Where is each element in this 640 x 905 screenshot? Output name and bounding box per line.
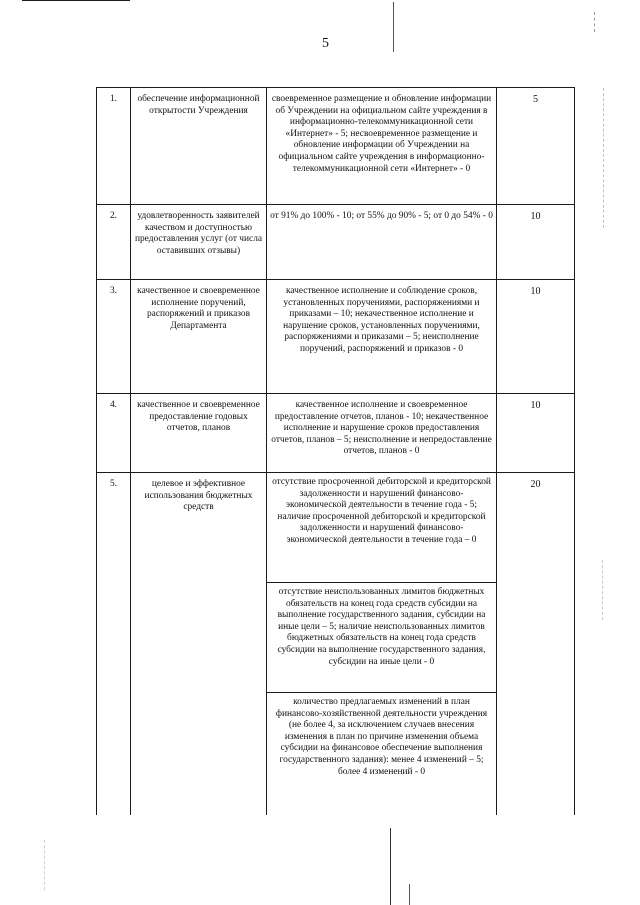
- page-number: 5: [322, 36, 329, 51]
- criterion-cell: качественное и своевременное предоставление годовых отчетов, планов: [131, 394, 267, 473]
- condition-cell: отсутствие неиспользованных лимитов бюджетных обязательств на конец года средств субсидии на выполнение государственного задания, субсидии на иные цели – 5; наличие неиспользованных лимитов бюджетных обязательств на конец года средств субсидии на выполнение государственного задания, субсидии на иные цели - 0: [267, 583, 497, 693]
- scan-fold-line: [409, 884, 410, 905]
- condition-cell: от 91% до 100% - 10; от 55% до 90% - 5; от 0 до 54% - 0: [267, 205, 497, 280]
- row-number: 4.: [97, 394, 131, 473]
- scan-edge-mark: [603, 88, 604, 228]
- table-row: [97, 394, 575, 473]
- condition-cell: качественное исполнение и своевременное предоставление отчетов, планов - 10; некачественное исполнение и нарушение сроков предоставления отчетов, планов – 5; неисполнение и непредоставление отчетов, планов - 0: [267, 394, 497, 473]
- table-row: [97, 205, 575, 280]
- condition-cell: качественное исполнение и соблюдение сроков, установленных поручениями, распоряжениями и приказами – 10; некачественное исполнение и нарушение сроков, установленных поручениями, распоряжениями и приказами – 5; неисполнение поручений, распоряжений и приказов - 0: [267, 280, 497, 394]
- scan-fold-line: [393, 2, 394, 52]
- table-row: [97, 280, 575, 394]
- scan-fold-line: [390, 828, 391, 905]
- row-number: 3.: [97, 280, 131, 394]
- table-row: [97, 473, 575, 583]
- row-number: 2.: [97, 205, 131, 280]
- points-cell: 10: [497, 394, 575, 473]
- condition-cell: количество предлагаемых изменений в план финансово-хозяйственной деятельности учреждения (не более 4, за исключением случаев внесения изменения в план по причине изменения объема субсидии на финансовое обеспечение выполнения государственного задания): менее 4 изменений – 5; более 4 изменений - 0: [267, 693, 497, 815]
- scan-edge-mark: [44, 840, 45, 890]
- criteria-table: [96, 87, 575, 815]
- scan-edge-mark: [602, 560, 603, 620]
- scan-edge-line: [22, 0, 130, 1]
- criterion-cell: обеспечение информационной открытости Учреждения: [131, 88, 267, 205]
- points-cell: 10: [497, 205, 575, 280]
- criterion-cell: удовлетворенность заявителей качеством и доступностью предоставления услуг (от числа оставивших отзывы): [131, 205, 267, 280]
- points-cell: 20: [497, 473, 575, 815]
- criterion-cell: целевое и эффективное использования бюджетных средств: [131, 473, 267, 815]
- row-number: 5.: [97, 473, 131, 815]
- points-cell: 5: [497, 88, 575, 205]
- condition-cell: своевременное размещение и обновление информации об Учреждении на официальном сайте учреждения в информационно-телекоммуникационной сети «Интернет» - 5; несвоевременное размещение и обновление информации об Учреждении на официальном сайте учреждения в информационно-телекоммуникационной сети «Интернет» - 0: [267, 88, 497, 205]
- condition-cell: отсутствие просроченной дебиторской и кредиторской задолженности и нарушений финансово-экономической деятельности в течение года - 5; наличие просроченной дебиторской и кредиторской задолженности и нарушений финансово-экономической деятельности в течение года – 0: [267, 473, 497, 583]
- table-row: [97, 88, 575, 205]
- criterion-cell: качественное и своевременное исполнение поручений, распоряжений и приказов Департамента: [131, 280, 267, 394]
- points-cell: 10: [497, 280, 575, 394]
- scan-edge-mark: [594, 12, 595, 32]
- row-number: 1.: [97, 88, 131, 205]
